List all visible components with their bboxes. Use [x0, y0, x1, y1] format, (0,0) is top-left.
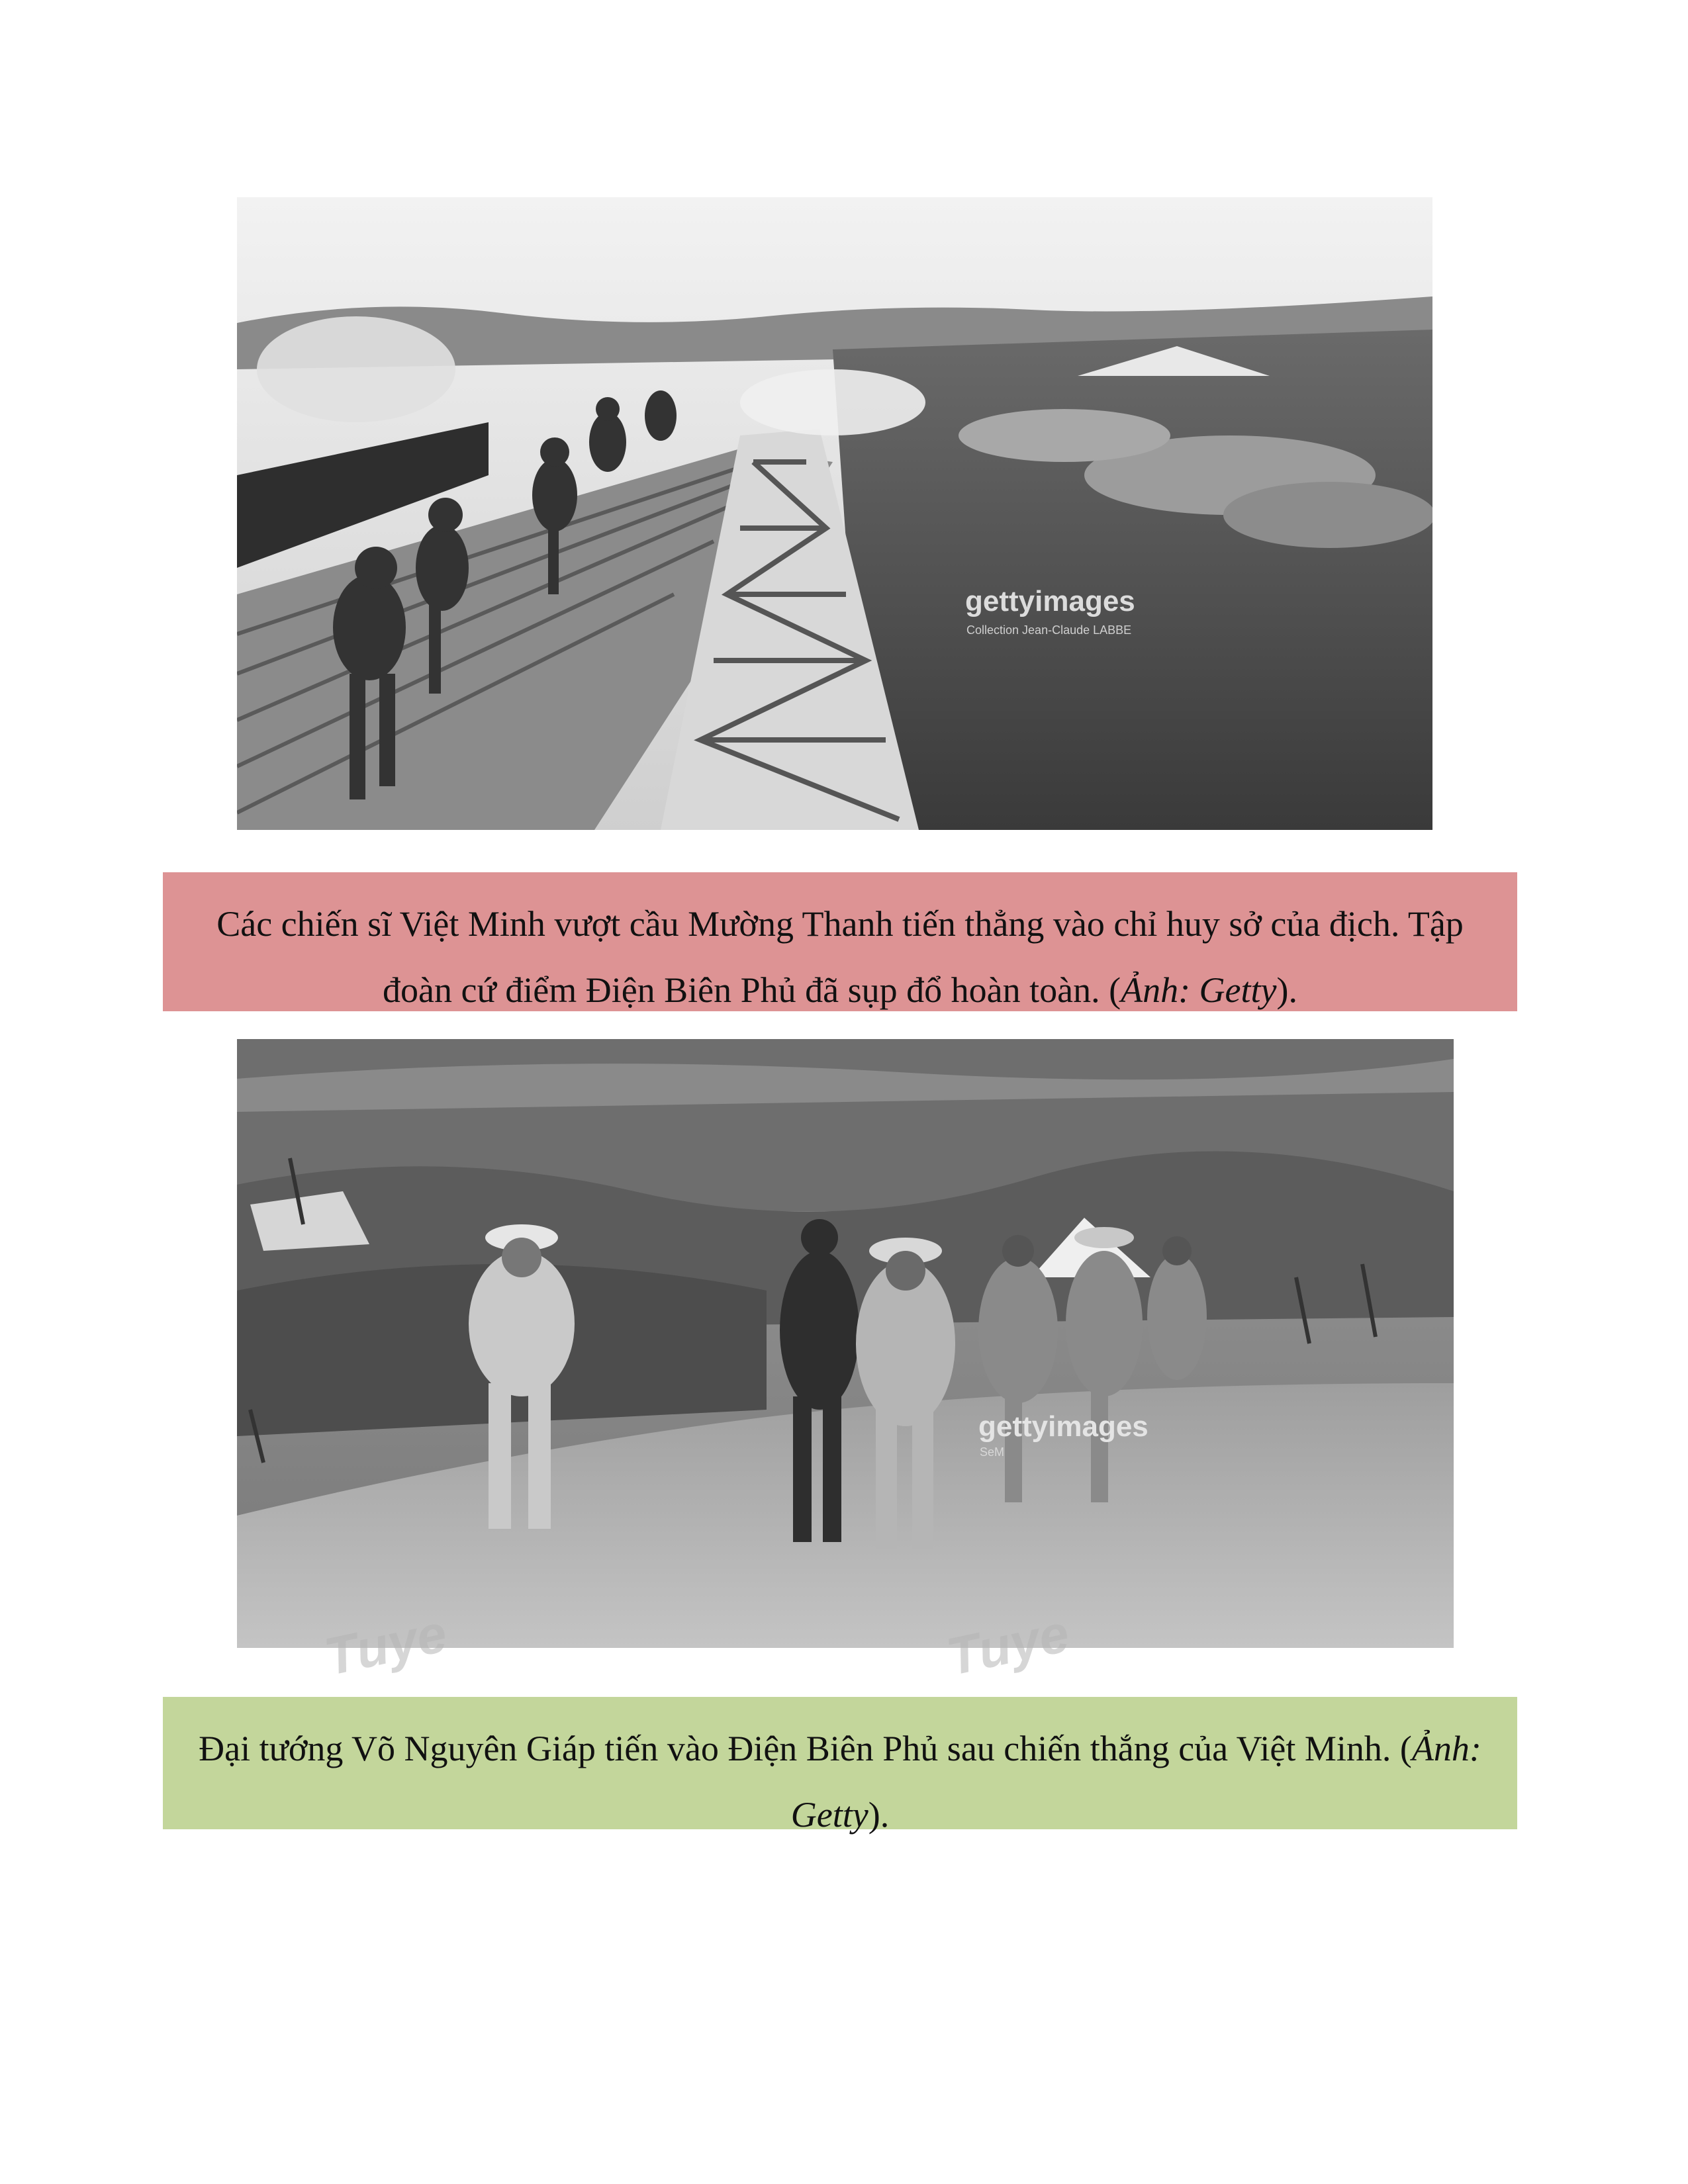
- caption1-text: Các chiến sĩ Việt Minh vượt cầu Mường Thanh tiến thẳng vào chỉ huy sở của địch. Tập đoàn cứ điểm Điện Biên Phủ đã sụp đổ hoàn toàn. (: [216, 904, 1464, 1010]
- getty-watermark-2: gettyimages: [978, 1410, 1149, 1443]
- getty-watermark-1: gettyimages: [965, 585, 1135, 617]
- site-watermark-right: Tuye: [941, 1603, 1074, 1687]
- photo2-illustration: [237, 1039, 1454, 1648]
- getty-credit-1: Collection Jean-Claude LABBE: [966, 623, 1132, 637]
- photo-general-walking: [237, 1039, 1454, 1648]
- photo1-illustration: [237, 197, 1432, 830]
- caption-photo2: [163, 1697, 1517, 1835]
- caption2-credit: Ảnh: Getty: [790, 1729, 1481, 1835]
- caption1-tail: ).: [1276, 970, 1297, 1010]
- caption2-text: Đại tướng Võ Nguyên Giáp tiến vào Điện Biên Phủ sau chiến thắng của Việt Minh. (: [199, 1729, 1412, 1768]
- getty-credit-2: SeM: [980, 1445, 1005, 1459]
- caption2-tail: ).: [868, 1795, 890, 1835]
- photo-soldiers-crossing-bridge: [237, 197, 1432, 830]
- caption1-credit: Ảnh: Getty: [1121, 970, 1277, 1010]
- site-watermark-left: Tuye: [319, 1603, 452, 1687]
- caption-photo1: [163, 872, 1517, 1011]
